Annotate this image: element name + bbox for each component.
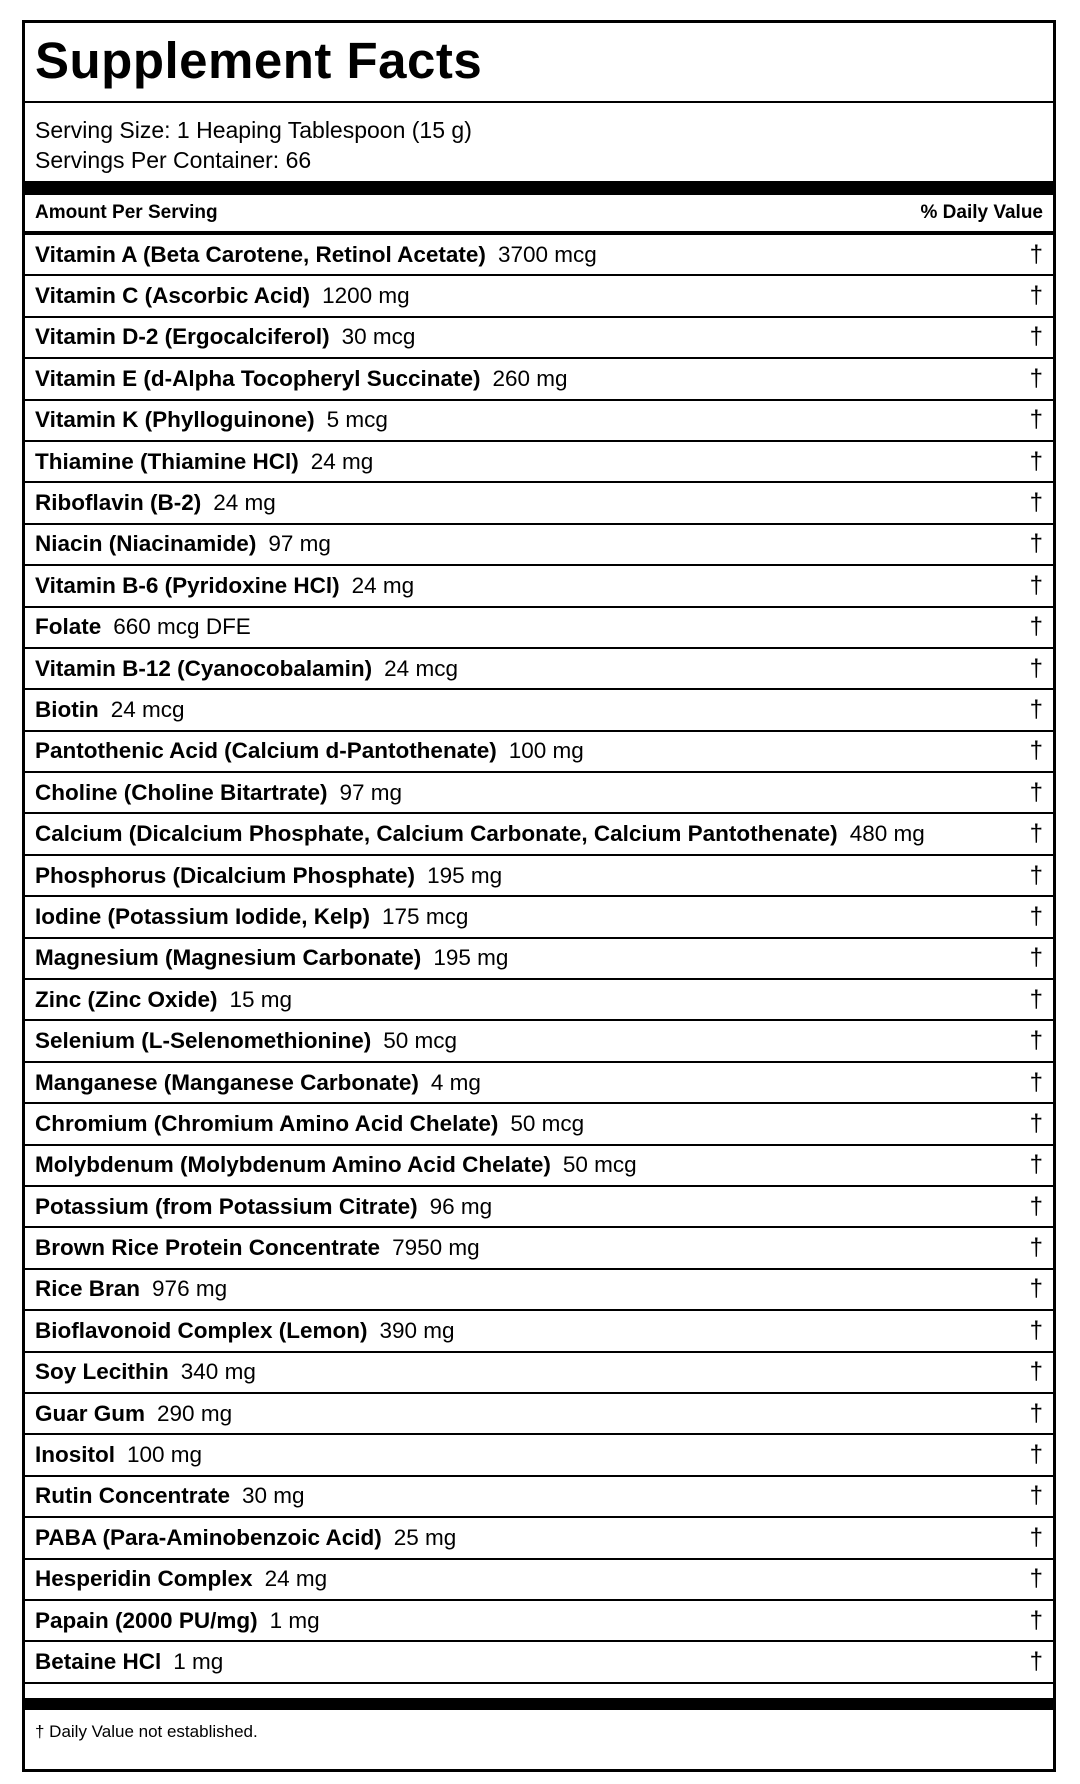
daily-value-dagger: †: [1029, 1109, 1043, 1137]
nutrient-row: [25, 980, 1053, 1021]
nutrient-info: [35, 1070, 481, 1096]
nutrient-amount: 96 mg: [429, 1193, 493, 1219]
nutrient-info: [35, 1359, 256, 1385]
daily-value-dagger: †: [1029, 1647, 1043, 1675]
nutrient-info: [35, 283, 410, 309]
nutrient-info: [35, 656, 458, 682]
nutrient-amount: 1200 mg: [322, 283, 410, 309]
nutrient-row: [25, 814, 1053, 855]
nutrient-amount: 480 mg: [849, 821, 925, 847]
nutrient-name: Chromium (Chromium Amino Acid Chelate): [35, 1110, 499, 1136]
nutrient-name: Zinc (Zinc Oxide): [35, 986, 218, 1012]
nutrient-name: Vitamin A (Beta Carotene, Retinol Acetate): [35, 241, 486, 267]
nutrient-name: Rutin Concentrate: [35, 1483, 231, 1509]
nutrient-amount: 100 mg: [508, 738, 584, 764]
nutrient-amount: 50 mcg: [383, 1028, 458, 1054]
nutrient-row: [25, 1021, 1053, 1062]
nutrient-name: Molybdenum (Molybdenum Amino Acid Chelate): [35, 1152, 551, 1178]
daily-value-dagger: †: [1029, 861, 1043, 889]
nutrient-amount: 4 mg: [430, 1069, 481, 1095]
nutrient-name: Choline (Choline Bitartrate): [35, 779, 328, 805]
daily-value-dagger: †: [1029, 1399, 1043, 1427]
thick-divider-bottom: [25, 1698, 1053, 1710]
nutrient-row: [25, 939, 1053, 980]
daily-value-dagger: †: [1029, 654, 1043, 682]
nutrient-row: [25, 401, 1053, 442]
nutrient-name: PABA (Para-Aminobenzoic Acid): [35, 1524, 382, 1550]
nutrient-row: [25, 359, 1053, 400]
nutrient-name: Iodine (Potassium Iodide, Kelp): [35, 903, 371, 929]
nutrient-amount: 340 mg: [180, 1359, 256, 1385]
nutrient-amount: 260 mg: [492, 365, 568, 391]
daily-value-dagger: †: [1029, 985, 1043, 1013]
nutrient-amount: 50 mcg: [562, 1152, 637, 1178]
nutrient-info: [35, 904, 468, 930]
nutrient-info: [35, 987, 292, 1013]
nutrient-row: [25, 608, 1053, 649]
daily-value-dagger: †: [1029, 737, 1043, 765]
nutrient-name: Pantothenic Acid (Calcium d-Pantothenate): [35, 738, 497, 764]
daily-value-dagger: †: [1029, 323, 1043, 351]
daily-value-dagger: †: [1029, 778, 1043, 806]
nutrient-info: [35, 1318, 455, 1344]
nutrient-amount: 24 mg: [264, 1566, 328, 1592]
serving-size: Serving Size: 1 Heaping Tablespoon (15 g): [35, 117, 472, 143]
nutrient-name: Magnesium (Magnesium Carbonate): [35, 945, 422, 971]
supplement-facts-label: [22, 20, 1056, 1772]
nutrient-row: [25, 1560, 1053, 1601]
nutrient-name: Vitamin E (d-Alpha Tocopheryl Succinate): [35, 365, 481, 391]
daily-value-dagger: †: [1029, 406, 1043, 434]
daily-value-dagger: †: [1029, 944, 1043, 972]
nutrient-row: [25, 235, 1053, 276]
nutrient-info: [35, 324, 415, 350]
daily-value-dagger: †: [1029, 1606, 1043, 1634]
nutrient-row: [25, 1270, 1053, 1311]
nutrient-info: [35, 1111, 584, 1137]
nutrient-row: [25, 1228, 1053, 1269]
nutrient-row: [25, 483, 1053, 524]
daily-value-header: % Daily Value: [920, 202, 1043, 223]
nutrient-amount: 100 mg: [127, 1442, 203, 1468]
nutrient-info: [35, 1566, 327, 1592]
nutrient-amount: 195 mg: [433, 945, 509, 971]
nutrient-name: Manganese (Manganese Carbonate): [35, 1069, 419, 1095]
nutrient-amount: 24 mcg: [384, 655, 458, 681]
nutrient-row: [25, 649, 1053, 690]
nutrient-row: [25, 1477, 1053, 1518]
nutrient-amount: 5 mcg: [326, 407, 388, 433]
nutrient-amount: 15 mg: [229, 986, 293, 1012]
daily-value-dagger: †: [1029, 1192, 1043, 1220]
daily-value-dagger: †: [1029, 695, 1043, 723]
nutrient-name: Brown Rice Protein Concentrate: [35, 1235, 381, 1261]
nutrient-row: [25, 276, 1053, 317]
nutrient-amount: 660 mcg DFE: [113, 614, 251, 640]
nutrient-amount: 50 mcg: [510, 1110, 585, 1136]
nutrient-row: [25, 897, 1053, 938]
nutrient-info: [35, 490, 276, 516]
nutrient-info: [35, 1194, 492, 1220]
nutrient-info: [35, 697, 185, 723]
daily-value-dagger: †: [1029, 1275, 1043, 1303]
daily-value-dagger: †: [1029, 1482, 1043, 1510]
daily-value-dagger: †: [1029, 820, 1043, 848]
nutrient-info: [35, 738, 584, 764]
nutrient-name: Rice Bran: [35, 1276, 141, 1302]
servings-per-container: Servings Per Container: 66: [35, 147, 312, 173]
nutrient-name: Soy Lecithin: [35, 1359, 169, 1385]
daily-value-dagger: †: [1029, 1565, 1043, 1593]
nutrient-info: [35, 945, 508, 971]
nutrient-name: Betaine HCl: [35, 1648, 162, 1674]
nutrient-info: [35, 531, 331, 557]
nutrient-row: [25, 1104, 1053, 1145]
nutrient-info: [35, 614, 251, 640]
nutrient-name: Phosphorus (Dicalcium Phosphate): [35, 862, 416, 888]
nutrient-name: Guar Gum: [35, 1400, 146, 1426]
daily-value-dagger: †: [1029, 571, 1043, 599]
nutrient-name: Vitamin B-12 (Cyanocobalamin): [35, 655, 373, 681]
nutrient-row: [25, 1353, 1053, 1394]
nutrient-name: Biotin: [35, 696, 99, 722]
nutrient-row: [25, 1146, 1053, 1187]
nutrient-amount: 24 mg: [213, 490, 276, 516]
nutrient-amount: 290 mg: [157, 1400, 233, 1426]
nutrient-info: [35, 1483, 305, 1509]
daily-value-dagger: †: [1029, 1027, 1043, 1055]
nutrient-info: [35, 1276, 227, 1302]
nutrient-amount: 1 mg: [269, 1607, 320, 1633]
nutrient-info: [35, 407, 388, 433]
nutrient-name: Niacin (Niacinamide): [35, 531, 257, 557]
nutrient-amount: 24 mg: [310, 448, 374, 474]
daily-value-dagger: †: [1029, 1358, 1043, 1386]
daily-value-dagger: †: [1029, 282, 1043, 310]
nutrient-row: [25, 1063, 1053, 1104]
nutrient-info: [35, 366, 568, 392]
nutrient-info: [35, 573, 414, 599]
daily-value-dagger: †: [1029, 1316, 1043, 1344]
nutrient-name: Bioflavonoid Complex (Lemon): [35, 1317, 368, 1343]
nutrient-info: [35, 1525, 456, 1551]
nutrient-info: [35, 449, 373, 475]
nutrient-amount: 30 mcg: [341, 324, 416, 350]
thick-divider: [25, 181, 1053, 195]
nutrient-row: [25, 856, 1053, 897]
nutrient-name: Potassium (from Potassium Citrate): [35, 1193, 418, 1219]
nutrient-amount: 24 mg: [351, 572, 415, 598]
nutrient-amount: 175 mcg: [382, 903, 469, 929]
nutrient-name: Hesperidin Complex: [35, 1566, 253, 1592]
nutrient-row: [25, 1311, 1053, 1352]
nutrient-row: [25, 442, 1053, 483]
daily-value-dagger: †: [1029, 447, 1043, 475]
nutrient-row: [25, 1394, 1053, 1435]
footnote: † Daily Value not established.: [35, 1721, 258, 1741]
nutrient-amount: 976 mg: [152, 1276, 228, 1302]
daily-value-dagger: †: [1029, 530, 1043, 558]
nutrient-info: [35, 1608, 320, 1634]
nutrient-name: Inositol: [35, 1442, 115, 1468]
nutrient-name: Vitamin B-6 (Pyridoxine HCl): [35, 572, 340, 598]
nutrient-amount: 97 mg: [339, 779, 403, 805]
daily-value-dagger: †: [1029, 1151, 1043, 1179]
nutrient-row: [25, 1187, 1053, 1228]
nutrient-amount: 24 mcg: [110, 696, 185, 722]
nutrient-name: Folate: [35, 614, 102, 640]
nutrient-row: [25, 566, 1053, 607]
nutrient-info: [35, 1401, 232, 1427]
nutrient-name: Papain (2000 PU/mg): [35, 1607, 258, 1633]
nutrient-name: Vitamin K (Phylloguinone): [35, 407, 315, 433]
nutrient-info: [35, 1152, 637, 1178]
nutrient-info: [35, 242, 597, 268]
daily-value-dagger: †: [1029, 1234, 1043, 1262]
nutrient-name: Selenium (L-Selenomethionine): [35, 1028, 372, 1054]
nutrient-row: [25, 1642, 1053, 1683]
nutrient-amount: 1 mg: [173, 1648, 224, 1674]
nutrient-amount: 30 mg: [242, 1483, 305, 1509]
nutrient-name: Thiamine (Thiamine HCl): [35, 448, 299, 474]
nutrient-amount: 390 mg: [379, 1317, 455, 1343]
daily-value-dagger: †: [1029, 1523, 1043, 1551]
nutrient-row: [25, 318, 1053, 359]
nutrient-info: [35, 1235, 480, 1261]
nutrient-amount: 97 mg: [268, 531, 331, 557]
nutrient-name: Calcium (Dicalcium Phosphate, Calcium Carbonate, Calcium Pantothenate): [35, 821, 838, 847]
nutrient-name: Vitamin C (Ascorbic Acid): [35, 283, 311, 309]
daily-value-dagger: †: [1029, 1441, 1043, 1469]
nutrient-row: [25, 1435, 1053, 1476]
nutrient-amount: 195 mg: [427, 862, 503, 888]
daily-value-dagger: †: [1029, 613, 1043, 641]
nutrient-info: [35, 1442, 202, 1468]
daily-value-dagger: †: [1029, 240, 1043, 268]
nutrient-row: [25, 1601, 1053, 1642]
daily-value-dagger: †: [1029, 364, 1043, 392]
nutrient-list: [25, 235, 1053, 1684]
nutrient-row: [25, 1518, 1053, 1559]
daily-value-dagger: †: [1029, 902, 1043, 930]
nutrient-info: [35, 1028, 457, 1054]
nutrient-info: [35, 780, 402, 806]
column-header-row: [25, 195, 1053, 235]
label-title: Supplement Facts: [25, 23, 1053, 103]
nutrient-row: [25, 732, 1053, 773]
nutrient-info: [35, 821, 925, 847]
daily-value-dagger: †: [1029, 489, 1043, 517]
amount-per-serving-header: Amount Per Serving: [35, 202, 218, 223]
nutrient-amount: 7950 mg: [392, 1235, 480, 1261]
nutrient-info: [35, 863, 502, 889]
nutrient-row: [25, 690, 1053, 731]
nutrient-name: Riboflavin (B-2): [35, 490, 202, 516]
daily-value-dagger: †: [1029, 1068, 1043, 1096]
nutrient-amount: 3700 mcg: [497, 241, 597, 267]
nutrient-row: [25, 773, 1053, 814]
nutrient-info: [35, 1649, 223, 1675]
nutrient-name: Vitamin D-2 (Ergocalciferol): [35, 324, 330, 350]
serving-info: [25, 103, 1053, 181]
nutrient-row: [25, 525, 1053, 566]
nutrient-amount: 25 mg: [393, 1524, 457, 1550]
